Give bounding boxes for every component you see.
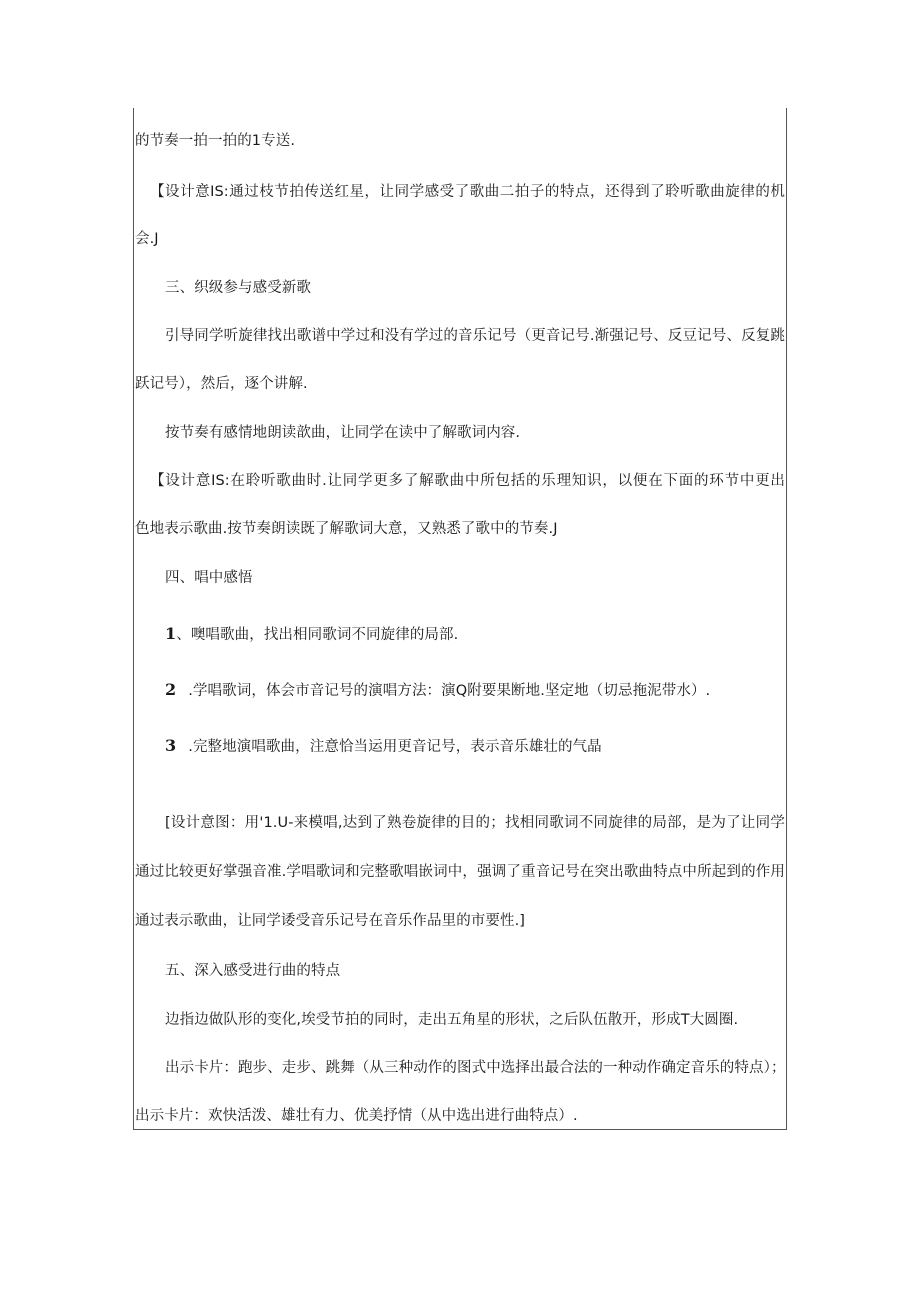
- text-line: 出示卡片：欢快活泼、雄壮有力、优美抒情（从中选出进行曲特点）.: [135, 1108, 578, 1124]
- text-line: 的节奏一拍一拍的1专送.: [135, 133, 296, 149]
- text-line: 会.J: [135, 231, 159, 247]
- text-line: 跃记号），然后，逐个讲解.: [135, 376, 308, 392]
- list-number: 1: [165, 624, 177, 643]
- section-heading-5: 五、深入感受进行曲的特点: [165, 963, 341, 979]
- text-line: 出示卡片：跑步、走步、跳舞（从三种动作的图式中选择出最合法的一种动作确定音乐的特点）；: [165, 1060, 786, 1076]
- text-line: 按节奏有感情地朗读歆曲，让同学在读中了解歌词内容.: [165, 425, 521, 441]
- design-note-3: [设计意图：用'1.U-来模唱,达到了熟卷旋律的目的；找相同歌词不同旋律的局部，是为了让同学: [165, 815, 785, 831]
- section-heading-3: 三、织级参与感受新歌: [165, 280, 311, 296]
- text-line: 通过表示歌曲，让同学诿受音乐记号在音乐作品里的市要性.]: [135, 913, 526, 929]
- list-item: [165, 624, 458, 645]
- design-note-2: 【设计意IS:在聆听歌曲时.让同学更多了解歌曲中所包括的乐理知识，以便在下面的环节中更出: [150, 473, 785, 489]
- list-number: 2: [165, 680, 177, 699]
- list-text: .学唱歌词，体会市音记号的演唱方法：演Q附要果断地.坚定地（切忌拖泥带水）.: [188, 683, 711, 699]
- section-heading-4: 四、唱中感悟: [165, 570, 253, 586]
- text-line: 通过比较更好掌强音准.学唱歌词和完整歌唱嵌词中，强调了重音记号在突出歌曲特点中所起到的作用: [135, 864, 785, 880]
- text-line: 色地表示歌曲.按节奏朗读既了解歌词大意，又熟悉了歌中的节奏.J: [135, 521, 558, 537]
- list-text: 、噢唱歌曲，找出相同歌词不同旋律的局部.: [176, 627, 459, 643]
- list-text: .完整地演唱歌曲，注意恰当运用更音记号，表示音乐雄壮的气晶: [188, 739, 602, 755]
- list-item: [165, 736, 602, 757]
- list-item: [165, 680, 710, 701]
- list-number: 3: [165, 736, 177, 755]
- text-line: 边指边做队形的变化,埃受节拍的同时，走出五角星的形状，之后队伍散开，形成T大圆圈.: [165, 1012, 739, 1028]
- design-note-1: 【设计意IS:通过枝节拍传送红星，让同学感受了歌曲二拍子的特点，还得到了聆听歌曲旋律的机: [150, 184, 785, 200]
- text-line: 引导同学听旋律找出歌谱中学过和没有学过的音乐记号（更音记号.渐强记号、反豆记号、反复跳: [165, 328, 785, 344]
